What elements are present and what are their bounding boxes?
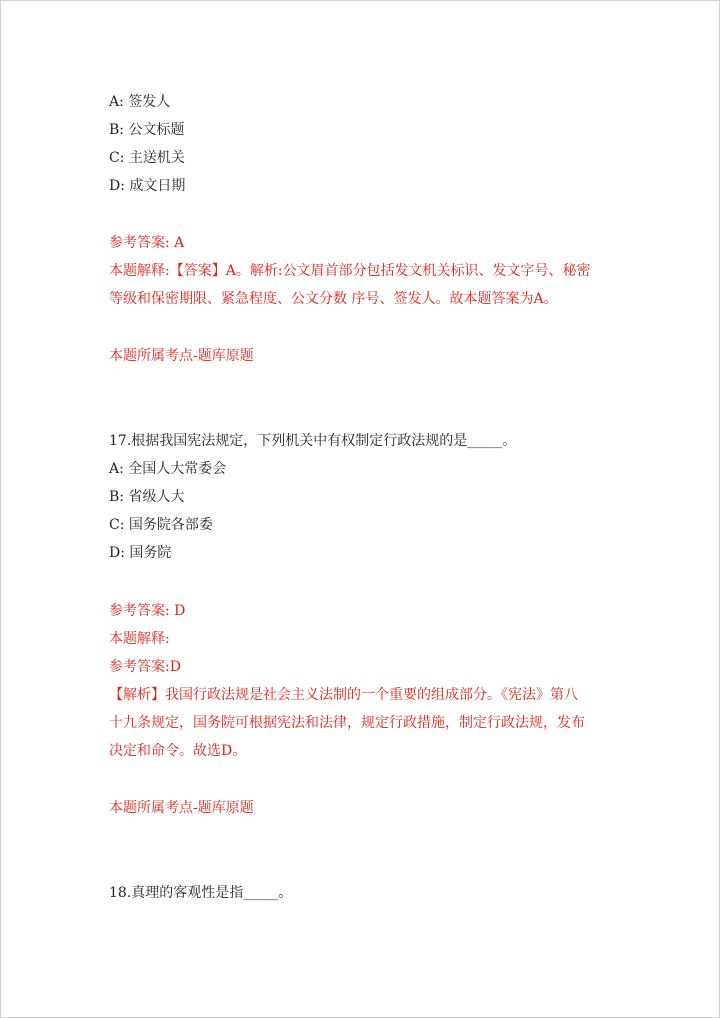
q17-analysis-line: 【解析】我国行政法规是社会主义法制的一个重要的组成部分。《宪法》第八	[109, 687, 578, 703]
q16-explanation-line: 本题解释:【答案】A。解析:公文眉首部分包括发文机关标识、发文字号、秘密	[109, 263, 591, 279]
q17-answer-repeat: 参考答案:D	[109, 659, 181, 675]
q16-explanation-line: 等级和保密期限、紧急程度、公文分数 序号、签发人。故本题答案为A。	[109, 291, 558, 307]
q17-option-b: B: 省级人大	[109, 489, 185, 505]
q17-answer: 参考答案: D	[109, 603, 186, 619]
q17-option-a: A: 全国人大常委会	[109, 461, 227, 477]
q16-option-a: A: 签发人	[109, 94, 171, 110]
q17-option-d: D: 国务院	[109, 545, 172, 561]
q17-explanation-label: 本题解释:	[109, 631, 170, 647]
q17-source: 本题所属考点-题库原题	[109, 800, 254, 816]
q16-option-d: D: 成文日期	[109, 178, 186, 194]
q17-question: 17.根据我国宪法规定，下列机关中有权制定行政法规的是_____。	[109, 433, 517, 449]
q16-option-b: B: 公文标题	[109, 122, 185, 138]
q16-answer: 参考答案: A	[109, 235, 185, 251]
q17-analysis-line: 决定和命令。故选D。	[109, 743, 247, 759]
q18-question: 18.真理的客观性是指_____。	[109, 885, 293, 901]
q17-analysis-line: 十九条规定，国务院可根据宪法和法律，规定行政措施，制定行政法规，发布	[109, 715, 585, 731]
q17-option-c: C: 国务院各部委	[109, 517, 213, 533]
q16-source: 本题所属考点-题库原题	[109, 348, 254, 364]
q16-option-c: C: 主送机关	[109, 150, 185, 166]
